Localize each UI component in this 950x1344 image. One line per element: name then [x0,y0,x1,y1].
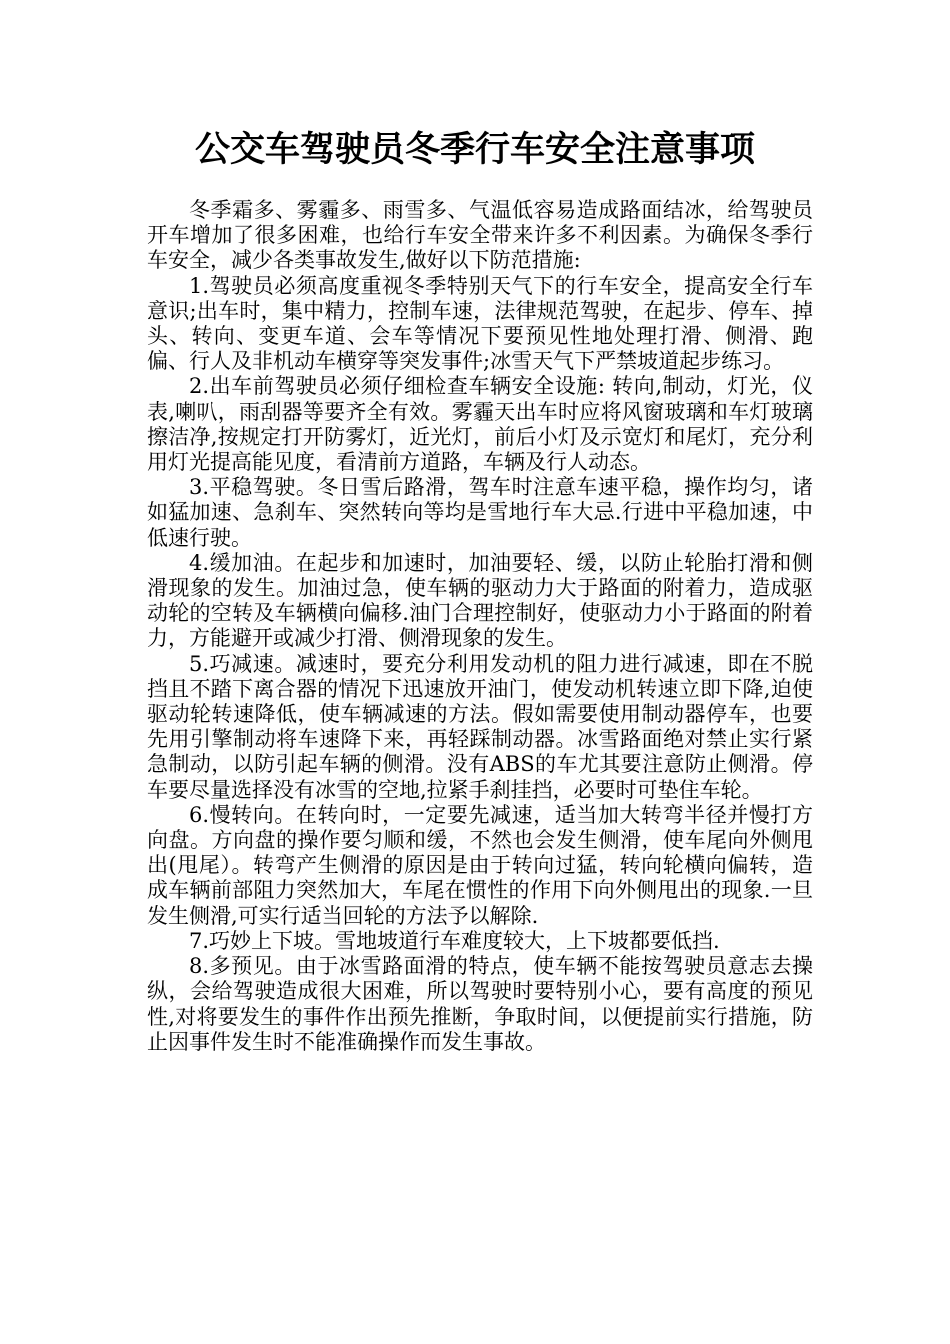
document-title: 公交车驾驶员冬季行车安全注意事项 [194,130,755,170]
item-4-paragraph: 4.缓加油。在起步和加速时，加油要轻、缓，以防止轮胎打滑和侧滑现象的发生。加油过急，使车辆的驱动力大于路面的附着力，造成驱动轮的空转及车辆横向偏移.油门合理控制好，使驱动力小于路面的附着力，方能避开或减少打滑、侧滑现象的发生。 [147,550,813,651]
intro-paragraph: 冬季霜多、雾霾多、雨雪多、气温低容易造成路面结冰，给驾驶员开车增加了很多困难，也给行车安全带来许多不利因素。为确保冬季行车安全，减少各类事故发生,做好以下防范措施: [147,198,813,273]
item-2-paragraph: 2.出车前驾驶员必须仔细检查车辆安全设施: 转向,制动，灯光，仪表,喇叭，雨刮器等要齐全有效。雾霾天出车时应将风窗玻璃和车灯玻璃擦洁净,按规定打开防雾灯，近光灯，前后小灯及示宽灯和尾灯，充分利用灯光提高能见度，看清前方道路，车辆及行人动态。 [147,374,813,475]
document-body [147,198,813,1055]
item-3-paragraph: 3.平稳驾驶。冬日雪后路滑，驾车时注意车速平稳，操作均匀，诸如猛加速、急刹车、突然转向等均是雪地行车大忌.行进中平稳加速，中低速行驶。 [147,475,813,550]
item-8-paragraph: 8.多预见。由于冰雪路面滑的特点，使车辆不能按驾驶员意志去操纵，会给驾驶造成很大困难，所以驾驶时要特别小心，要有高度的预见性,对将要发生的事件作出预先推断，争取时间，以便提前实行措施，防止因事件发生时不能准确操作而发生事故。 [147,954,813,1054]
item-7-paragraph: 7.巧妙上下坡。雪地坡道行车难度较大，上下坡都要低挡. [189,928,720,953]
item-6-paragraph: 6.慢转向。在转向时，一定要先减速，适当加大转弯半径并慢打方向盘。方向盘的操作要匀顺和缓，不然也会发生侧滑，使车尾向外侧甩出(甩尾）。转弯产生侧滑的原因是由于转向过猛，转向轮横向偏转，造成车辆前部阻力突然加大，车尾在惯性的作用下向外侧甩出的现象.一旦发生侧滑,可实行适当回轮的方法予以解除. [147,802,813,928]
item-1-paragraph: 1.驾驶员必须高度重视冬季特别天气下的行车安全，提高安全行车意识;出车时，集中精力，控制车速，法律规范驾驶，在起步、停车、掉头、转向、变更车道、会车等情况下要预见性地处理打滑、侧滑、跑偏、行人及非机动车横穿等突发事件;冰雪天气下严禁坡道起步练习。 [147,273,813,374]
item-5-paragraph: 5.巧减速。减速时，要充分利用发动机的阻力进行减速，即在不脱挡且不踏下离合器的情况下迅速放开油门，使发动机转速立即下降,迫使驱动轮转速降低，使车辆减速的方法。假如需要使用制动器停车，也要先用引擎制动将车速降下来，再轻踩制动器。冰雪路面绝对禁止实行紧急制动，以防引起车辆的侧滑。没有ABS的车尤其要注意防止侧滑。停车要尽量选择没有冰雪的空地,拉紧手刹挂挡，必要时可垫住车轮。 [147,651,813,802]
